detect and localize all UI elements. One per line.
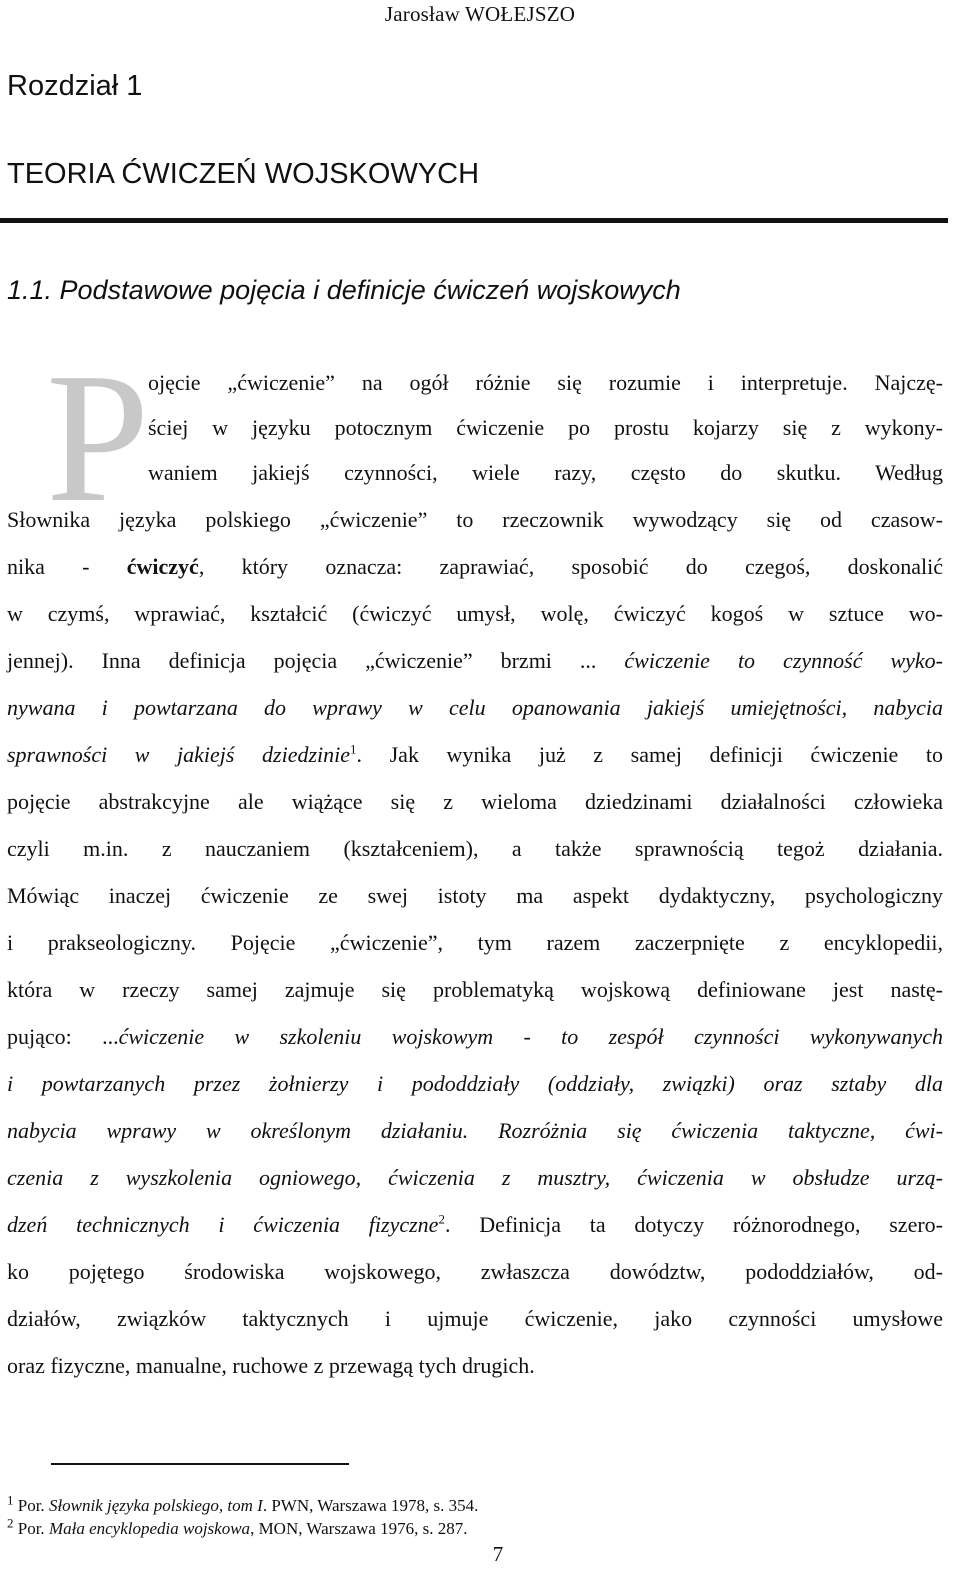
text-span: , który oznacza: zaprawiać, sposobić do czegoś, doskonalić [198,554,943,579]
footnote-separator [51,1463,349,1465]
text-span: jennej). Inna definicja pojęcia „ćwiczenie” brzmi ... [7,648,625,673]
chapter-number: Rozdział 1 [7,70,143,102]
text-line: Mówiąc inaczej ćwiczenie ze swej istoty ma aspekt dydaktyczny, psychologiczny [7,883,943,908]
text-line: waniem jakiejś czynności, wiele razy, często do skutku. Według [148,460,943,485]
text-line [7,648,943,696]
italic-quote: ćwiczenie to czynność wyko- [624,648,943,673]
footnote-number: 1 [7,1492,14,1508]
text-line: w czymś, wprawiać, kształcić (ćwiczyć umysł, wolę, ćwiczyć kogoś w sztuce wo- [7,601,943,626]
text-line [7,742,943,790]
text-line: Słownika języka polskiego „ćwiczenie” to rzeczownik wywodzący się od czasow- [7,507,943,532]
text-span: pująco: ... [7,1024,119,1049]
footnote-text: Por. [13,1496,49,1515]
chapter-divider [0,218,948,223]
footnote-source-title: Mała encyklopedia wojskowa [48,1519,251,1538]
chapter-title: TEORIA ĆWICZEŃ WOJSKOWYCH [7,158,480,190]
footnote-text: , MON, Warszawa 1976, s. 287. [250,1519,468,1538]
text-line [7,554,943,602]
text-span: . Jak wynika już z samej definicji ćwiczenie to [356,742,944,767]
text-span: nika - [7,554,127,579]
text-span: . Definicja ta dotyczy różnorodnego, szero- [444,1212,943,1237]
footnote-1 [7,1492,479,1516]
text-line: oraz fizyczne, manualne, ruchowe z przewagą tych drugich. [7,1353,535,1378]
italic-quote: sprawności w jakiejś dziedzinie [7,742,351,767]
footnote-ref: 2 [438,1211,445,1227]
text-line: pojęcie abstrakcyjne ale wiążące się z wieloma dziedzinami działalności człowieka [7,789,943,814]
text-line [7,1212,943,1260]
drop-cap: P [46,335,150,541]
section-title: 1.1. Podstawowe pojęcia i definicje ćwiczeń wojskowych [7,275,681,305]
italic-quote: ćwiczenie w szkoleniu wojskowym - to zespół czynności wykonywanych [118,1024,943,1049]
text-line: czenia z wyszkolenia ogniowego, ćwiczenia z musztry, ćwiczenia w obsłudze urzą- [7,1165,943,1190]
text-line [7,1024,943,1072]
footnote-number: 2 [7,1515,14,1531]
bold-term: ćwiczyć [126,554,199,579]
footnote-ref: 1 [350,741,357,757]
text-line: ko pojętego środowiska wojskowego, zwłaszcza dowództw, pododdziałów, od- [7,1259,943,1284]
text-line: i powtarzanych przez żołnierzy i pododdziały (oddziały, związki) oraz sztaby dla [7,1071,943,1096]
text-line: czyli m.in. z nauczaniem (kształceniem), a także sprawnością tegoż działania. [7,836,943,861]
text-line: ściej w języku potocznym ćwiczenie po prostu kojarzy się z wykony- [148,415,943,440]
text-line: nabycia wprawy w określonym działaniu. Rozróżnia się ćwiczenia taktyczne, ćwi- [7,1118,943,1143]
text-line: działów, związków taktycznych i ujmuje ćwiczenie, jako czynności umysłowe [7,1306,943,1331]
text-line: nywana i powtarzana do wprawy w celu opanowania jakiejś umiejętności, nabycia [7,695,943,720]
footnote-2 [7,1515,468,1539]
italic-quote: dzeń technicznych i ćwiczenia fizyczne [7,1212,439,1237]
text-line: która w rzeczy samej zajmuje się problematyką wojskową definiowane jest nastę- [7,977,943,1002]
footnote-text: Por. [13,1519,49,1538]
text-line: ojęcie „ćwiczenie” na ogół różnie się rozumie i interpretuje. Najczę- [148,370,943,395]
footnote-source-title: Słownik języka polskiego, tom I [48,1496,263,1515]
page-number: 7 [492,1542,504,1566]
text-line: i prakseologiczny. Pojęcie „ćwiczenie”, tym razem zaczerpnięte z encyklopedii, [7,930,943,955]
footnote-text: . PWN, Warszawa 1978, s. 354. [262,1496,479,1515]
running-header-author: Jarosław WOŁEJSZO [384,2,576,26]
